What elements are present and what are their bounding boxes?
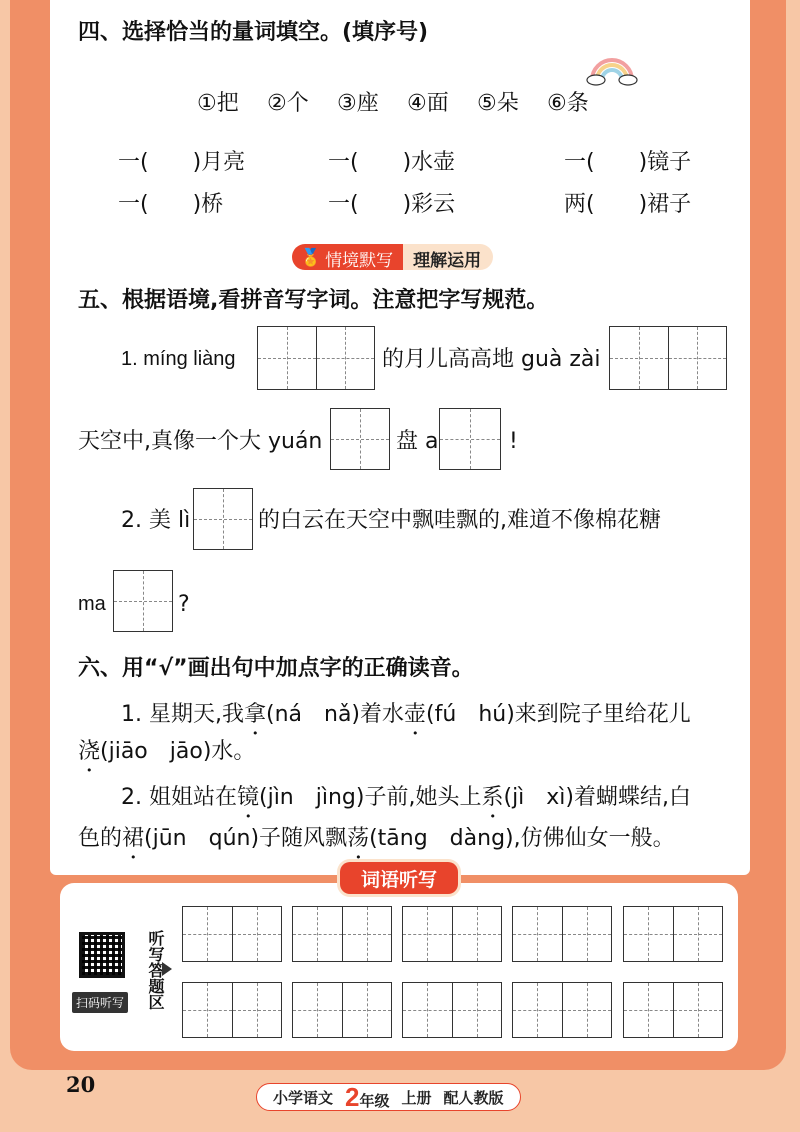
s6-q2-line2: 色的裙(jūn qún)子随风飘荡(tāng dàng),仿佛仙女一般。	[78, 826, 675, 851]
s6-q1-line1: 1. 星期天,我拿(ná nǎ)着水壶(fú hú)来到院子里给花儿	[121, 702, 691, 727]
q2-text-li: 2. 美 lì	[121, 508, 191, 533]
s6-q2-line1: 2. 姐姐站在镜(jìn jìng)子前,她头上系(jì xì)着蝴蝶结,白	[121, 785, 692, 810]
dictation-grid[interactable]	[402, 906, 502, 962]
dictation-grid[interactable]	[623, 982, 723, 1038]
section6-heading: 六、用“√”画出句中加点字的正确读音。	[78, 656, 474, 681]
footer-subject: 小学语文	[273, 1088, 334, 1107]
tag-right-label: 理解运用	[403, 244, 493, 270]
measure-option-6: ⑥条	[547, 91, 589, 116]
fill-blank-mirror[interactable]: 一( )镜子	[564, 150, 692, 175]
qr-code-icon[interactable]	[79, 932, 125, 978]
scan-label: 扫码听写	[72, 992, 128, 1013]
dictation-grid[interactable]	[182, 906, 282, 962]
q2-text-question: ?	[178, 592, 190, 617]
measure-option-3: ③座	[337, 91, 379, 116]
page-number: 20	[66, 1072, 96, 1097]
writing-grid-ma[interactable]	[113, 570, 173, 632]
writing-grid-guazai[interactable]	[609, 326, 727, 390]
q1-pinyin-mingliang: 1. míng liàng	[121, 348, 236, 370]
arrow-right-icon	[162, 962, 172, 976]
dictation-grid[interactable]	[292, 906, 392, 962]
q1-text-guazai: 的月儿高高地 guà zài	[382, 347, 601, 372]
fill-blank-skirt[interactable]: 两( )裙子	[564, 192, 692, 217]
dictation-title: 词语听写	[340, 862, 458, 894]
tag-left-label: 情境默写	[325, 250, 394, 271]
footer-volume: 上册	[401, 1088, 432, 1107]
section5-heading: 五、根据语境,看拼音写字词。注意把字写规范。	[78, 288, 549, 313]
footer-grade: 2年级	[345, 1081, 390, 1112]
writing-grid-li[interactable]	[193, 488, 253, 550]
q2-text-ma: ma	[78, 593, 106, 615]
writing-grid-mingliang[interactable]	[257, 326, 375, 390]
fill-blank-kettle[interactable]: 一( )水壶	[328, 150, 456, 175]
s6-q1-line2: 浇(jiāo jāo)水。	[78, 739, 256, 764]
writing-grid-yuan[interactable]	[330, 408, 390, 470]
measure-option-5: ⑤朵	[477, 91, 519, 116]
q1-text-exclaim: !	[509, 429, 518, 454]
footer-edition: 配人教版	[443, 1088, 504, 1107]
dictation-grid[interactable]	[182, 982, 282, 1038]
section-tag	[292, 244, 493, 270]
dictation-grid[interactable]	[402, 982, 502, 1038]
measure-option-1: ①把	[197, 91, 239, 116]
medal-icon: 🏅	[300, 248, 322, 268]
book-footer	[256, 1083, 521, 1111]
q1-text-yuan: 天空中,真像一个大 yuán	[78, 429, 323, 454]
rainbow-icon	[586, 56, 638, 86]
dictation-grid[interactable]	[512, 906, 612, 962]
q2-text-cloud: 的白云在天空中飘哇飘的,难道不像棉花糖	[258, 508, 661, 533]
fill-blank-moon[interactable]: 一( )月亮	[118, 150, 246, 175]
dictation-grid[interactable]	[292, 982, 392, 1038]
dictation-grid[interactable]	[512, 982, 612, 1038]
measure-option-2: ②个	[267, 91, 309, 116]
fill-blank-cloud[interactable]: 一( )彩云	[328, 192, 456, 217]
measure-option-4: ④面	[407, 91, 449, 116]
answer-area-label: 听写答题区	[146, 930, 165, 1010]
q1-text-a: 盘 a	[396, 429, 439, 454]
section4-heading: 四、选择恰当的量词填空。(填序号)	[78, 20, 429, 45]
writing-grid-a[interactable]	[439, 408, 501, 470]
fill-blank-bridge[interactable]: 一( )桥	[118, 192, 224, 217]
dictation-grid[interactable]	[623, 906, 723, 962]
